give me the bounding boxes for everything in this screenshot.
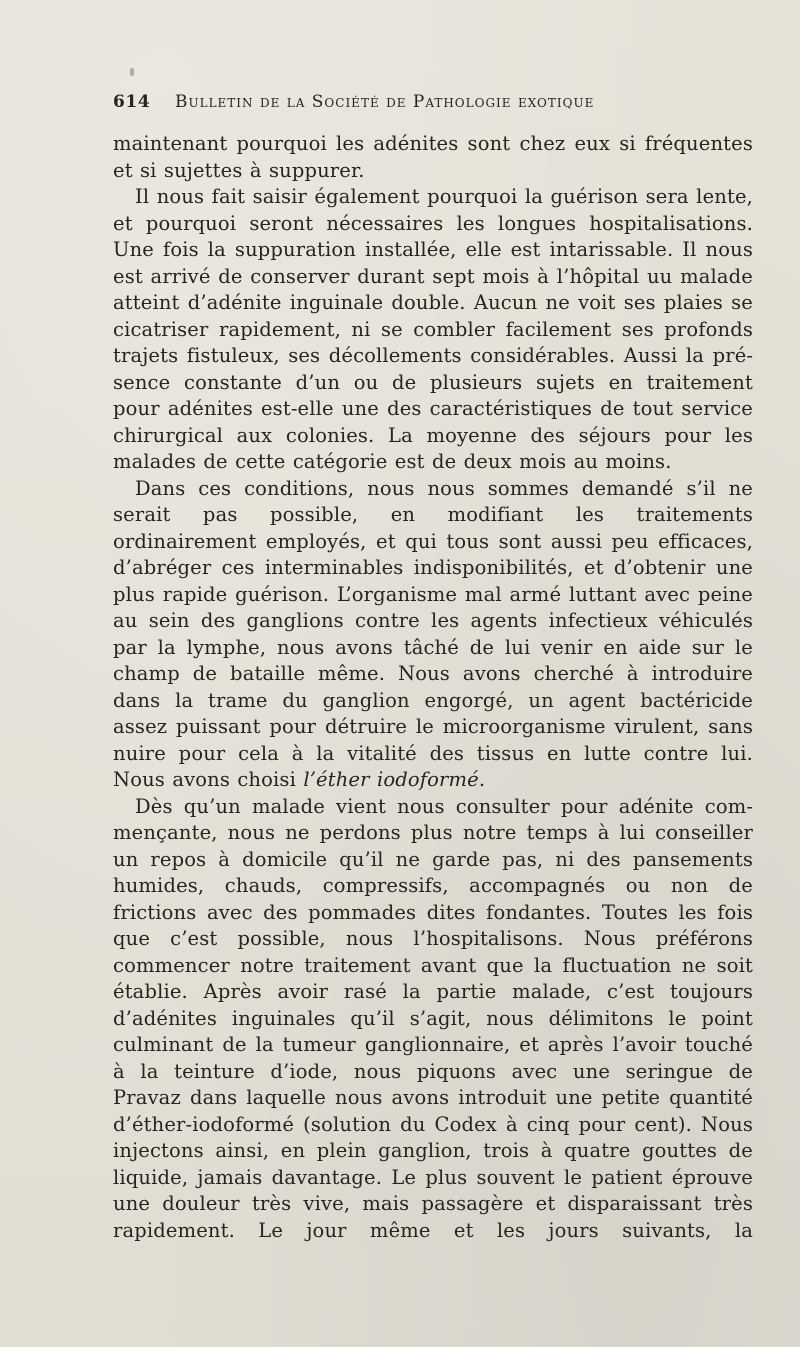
paragraph-continuation [113,131,753,184]
paragraph [113,184,753,476]
page-header [113,92,753,116]
page-number: 614 [113,92,151,112]
italic-term: l’éther iodoformé [303,768,479,791]
paragraph-text-end: . [478,768,486,791]
body-text [113,131,753,1244]
running-title: Bulletin de la Société de Pathologie exotique [175,92,595,112]
paragraph [113,794,753,1245]
paragraph-text: Dans ces conditions, nous nous sommes demandé s’il ne serait pas possible, en modifiant les traitements ordinairement employés, et qui tous sont aussi peu efficaces, d’abréger ces interminables indisponibilités, et d’obtenir une plus rapide guérison. L’organisme mal armé luttant avec peine au sein des ganglions contre les agents infectieux véhiculés par la lymphe, nous avons tâché de lui venir en aide sur le champ de bataille même. Nous avons cherché à introduire dans la trame du ganglion engorgé, un agent bactéricide assez puissant pour détruire le microorganisme virulent, sans nuire pour cela à la vitalité des tissus en lutte contre lui. Nous avons choisi [113,476,753,791]
paragraph-text: Dès qu’un malade vient nous consulter pour adénite commençante, nous ne perdons plus notre temps à lui conseiller un repos à domicile qu’il ne garde pas, ni des pansements humides, chauds, compressifs, accompagnés ou non de frictions avec des pommades dites fondantes. Toutes les fois que c’est possible, nous l’hospitalisons. Nous préférons commencer notre traitement avant que la fluctuation ne soit établie. Après avoir rasé la partie malade, c’est toujours d’adénites inguinales qu’il s’agit, nous délimitons le point culminant de la tumeur ganglionnaire, et après l’avoir touché à la teinture d’iode, nous piquons avec une seringue de Pravaz dans laquelle nous avons introduit une petite quantité d’éther-iodoformé (solution du Codex à cinq pour cent). Nous injectons ainsi, en plein ganglion, trois à quatre gouttes de liquide, jamais davantage. Le plus souvent le patient éprouve une douleur très vive, mais passagère et disparaissant très rapidement. Le jour même et les jours suivants, la [113,794,753,1242]
paragraph-text: maintenant pourquoi les adénites sont chez eux si fréquentes et si sujettes à suppurer. [113,132,753,182]
ink-speck [130,68,134,76]
paragraph [113,476,753,794]
paragraph-text: Il nous fait saisir également pourquoi la guérison sera lente, et pourquoi seront nécessaires les longues hospitalisations. Une fois la suppuration installée, elle est intarissable. Il nous est arrivé de conserver durant sept mois à l’hôpital uu malade atteint d’adénite inguinale double. Aucun ne voit ses plaies se cicatriser rapidement, ni se combler facilement ses profonds trajets fistuleux, ses décollements considérables. Aussi la présence constante d’un ou de plusieurs sujets en traitement pour adénites est-elle une des caractéristiques de tout service chirurgical aux colonies. La moyenne des séjours pour les malades de cette catégorie est de deux mois au moins. [113,185,753,473]
